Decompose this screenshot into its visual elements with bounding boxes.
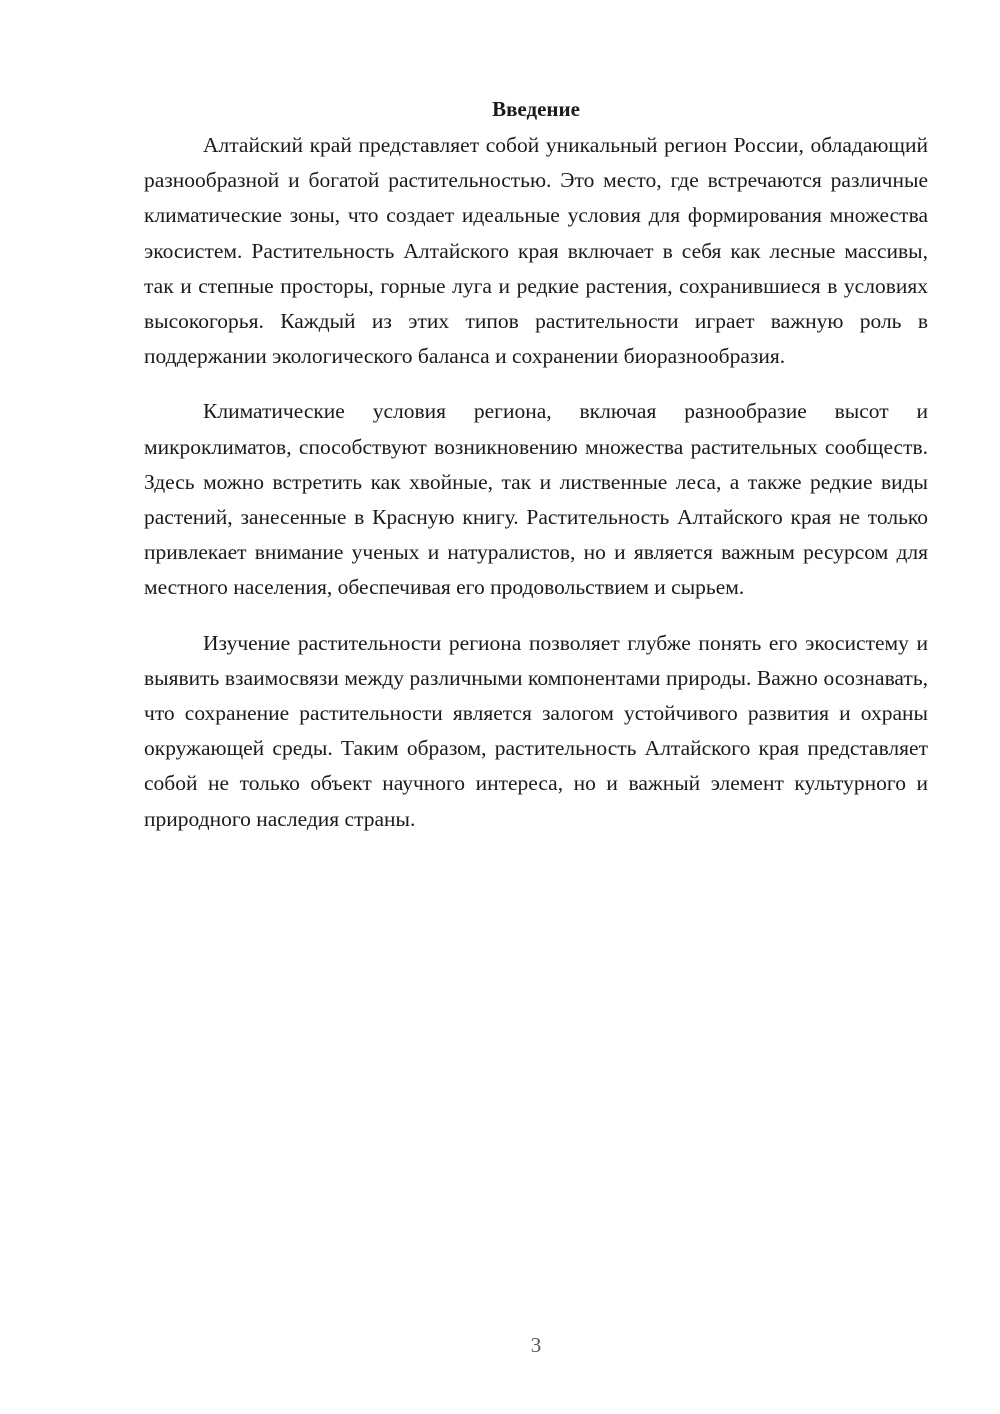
page-number: 3 [530,1333,542,1357]
page-content [144,92,928,857]
paragraph-3: Изучение растительности региона позволяет глубже понять его экосистему и выявить взаимосвязи между различными компонентами природы. Важно осознавать, что сохранение растительности является залогом устойчивого развития и охраны окружающей среды. Таким образом, растительность Алтайского края представляет собой не только объект научного интереса, но и важный элемент культурного и природного наследия страны. [144,630,928,831]
paragraph-2: Климатические условия региона, включая разнообразие высот и микроклиматов, способствуют возникновению множества растительных сообществ. Здесь можно встретить как хвойные, так и лиственные леса, а также редкие виды растений, занесенные в Красную книгу. Растительность Алтайского края не только привлекает внимание ученых и натуралистов, но и является важным ресурсом для местного населения, обеспечивая его продовольствием и сырьем. [144,399,928,600]
section-title: Введение [492,97,580,121]
paragraph-1: Алтайский край представляет собой уникальный регион России, обладающий разнообразной и богатой растительностью. Это место, где встречаются различные климатические зоны, что создает идеальные условия для формирования множества экосистем. Растительность Алтайского края включает в себя как лесные массивы, так и степные просторы, горные луга и редкие растения, сохранившиеся в условиях высокогорья. Каждый из этих типов растительности играет важную роль в поддержании экологического баланса и сохранении биоразнообразия. [144,133,928,369]
